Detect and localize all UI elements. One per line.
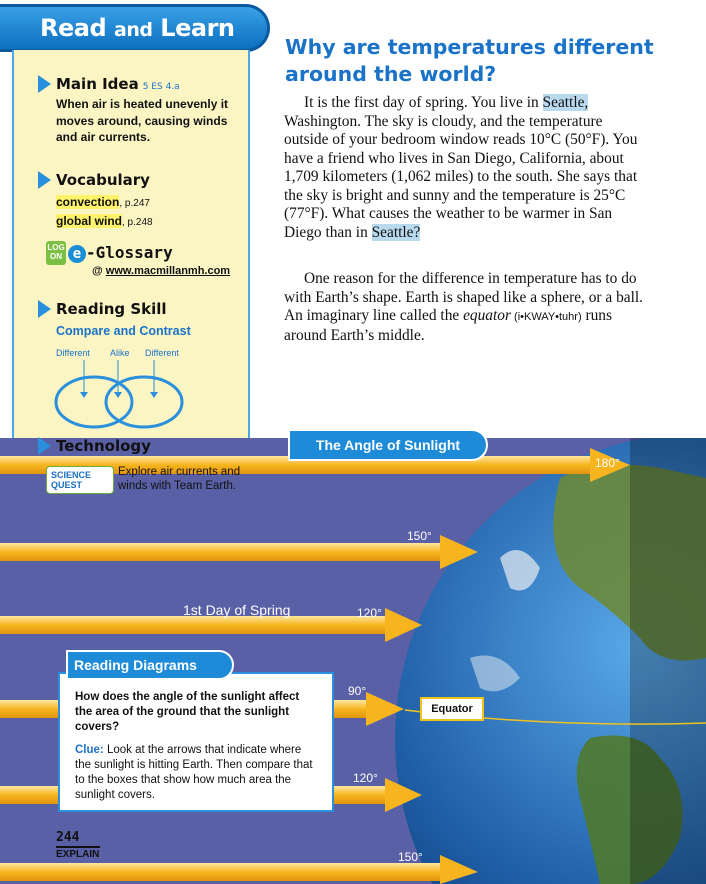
clue-label: Clue: <box>75 744 104 756</box>
main-idea-heading-text: Main Idea <box>56 75 139 93</box>
technology-heading: Technology <box>56 437 151 455</box>
reading-diagrams-title: Reading Diagrams <box>66 650 234 680</box>
vocabulary-arrow-icon <box>38 171 51 189</box>
reading-diagrams-question: How does the angle of the sunlight affect the area of the ground that the sunlight covers? <box>75 691 300 733</box>
clue-text: Look at the arrows that indicate where the sunlight is hitting Earth. Then compare that to the boxes that show how much area the sunlight covers. <box>75 744 313 801</box>
footer-rule <box>56 846 100 848</box>
reading-skill-arrow-icon <box>38 300 51 318</box>
para1-text-a: It is the first day of spring. You live in <box>304 94 543 111</box>
vocab-term: convection <box>56 195 120 209</box>
angle-label-120-bottom: 120° <box>353 771 378 785</box>
main-idea-heading <box>56 75 180 93</box>
eglossary-link[interactable] <box>68 243 173 263</box>
log-on-logo: LOG ON <box>46 241 66 265</box>
para2-text-b: runs around Earth’s middle. <box>284 307 612 344</box>
angle-label-150-bottom: 150° <box>398 850 423 864</box>
highlight-seattle-2: Seattle? <box>371 223 421 241</box>
url-prefix: @ <box>92 265 106 277</box>
technology-text: Explore air currents and winds with Team Earth. <box>118 466 241 492</box>
technology-arrow-icon <box>38 437 51 455</box>
angle-label-180: 180° <box>595 456 620 470</box>
diagram-title: The Angle of Sunlight <box>288 429 488 461</box>
vocab-page: , p.247 <box>119 198 150 209</box>
vocab-term: global wind <box>56 214 122 228</box>
vocab-page: , p.248 <box>122 217 153 228</box>
reading-skill-label: Compare and Contrast <box>56 324 191 338</box>
para1-text-b: Washington. The sky is cloudy, and the temperature outside of your bedroom window reads 10°C (50°F). You have a friend who lives in San Diego, California, about 1,709 kilometers (1,062 miles) to the south. She says that the sky is bright and sunny and the temperature is 25°C (77°F). What causes the weather to be warmer in San Diego than in <box>284 112 638 241</box>
term-equator: equator <box>463 307 511 324</box>
science-quest-logo: SCIENCE QUEST <box>46 466 114 494</box>
banner-title-and: and <box>114 19 153 41</box>
angle-label-120-top: 120° <box>357 606 382 620</box>
vocab-item-global-wind[interactable] <box>56 214 153 228</box>
url-link[interactable]: www.macmillanmh.com <box>105 265 231 277</box>
main-idea-arrow-icon <box>38 75 51 93</box>
standard-tag: 5 ES 4.a <box>142 82 180 92</box>
read-and-learn-banner <box>0 4 270 52</box>
eglossary-label: -Glossary <box>86 243 173 262</box>
paragraph-2 <box>284 270 644 345</box>
para2-text-a: One reason for the difference in temperature has to do with Earth’s shape. Earth is shaped like a sphere, or a ball. An imaginary line called the <box>284 270 644 324</box>
vocabulary-heading: Vocabulary <box>56 171 150 189</box>
vocab-item-convection[interactable] <box>56 195 150 209</box>
e-globe-icon: e <box>68 245 86 263</box>
banner-title-learn: Learn <box>152 14 235 42</box>
explain-label: EXPLAIN <box>56 849 100 860</box>
angle-label-90: 90° <box>348 684 367 698</box>
venn-label-right: Different <box>145 348 179 358</box>
spring-label: 1st Day of Spring <box>183 602 291 618</box>
glossary-url[interactable] <box>92 265 230 277</box>
reading-skill-heading: Reading Skill <box>56 300 167 318</box>
equator-label: Equator <box>420 697 484 721</box>
main-idea-text: When air is heated unevenly it moves around, causing winds and air currents. <box>56 97 229 144</box>
banner-title-read: Read <box>40 14 114 42</box>
page-number: 244 <box>56 830 80 845</box>
reading-diagrams-clue <box>75 743 318 803</box>
angle-label-150-top: 150° <box>407 529 432 543</box>
pronunciation: (i•KWAY•tuhr) <box>510 311 582 323</box>
page-heading: Why are temperatures different around the world? <box>285 35 654 86</box>
highlight-seattle: Seattle, <box>542 94 589 111</box>
venn-label-middle: Alike <box>110 348 130 358</box>
reading-diagrams-box <box>58 672 334 812</box>
paragraph-1 <box>284 94 644 242</box>
banner-title <box>40 14 235 42</box>
venn-label-left: Different <box>56 348 90 358</box>
venn-diagram-icon <box>50 356 190 430</box>
